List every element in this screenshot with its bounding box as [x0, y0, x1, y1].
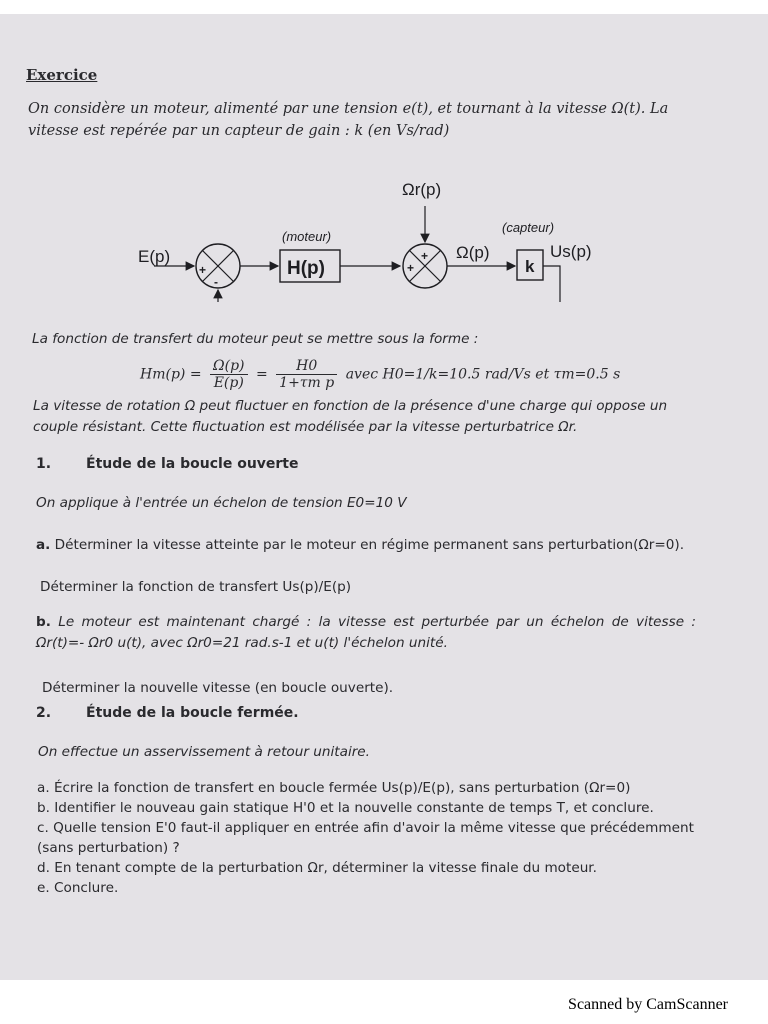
section-2-questions — [37, 778, 717, 898]
question-2b: b. Identifier le nouveau gain statique H'0 et la nouvelle constante de temps T, et conclure. — [37, 800, 654, 816]
output-label: Us(p) — [550, 242, 592, 261]
question-1a-part2: Déterminer la fonction de transfert Us(p)/E(p) — [40, 579, 352, 595]
summing-junction-2 — [403, 244, 447, 288]
motor-caption: (moteur) — [282, 229, 332, 244]
summing-junction-1 — [196, 244, 240, 289]
intro-paragraph: On considère un moteur, alimenté par une tension e(t), et tournant à la vitesse Ω(t). La vitesse est repérée par un capteur de gain : k (en Vs/rad) — [28, 101, 669, 139]
sum2-plus-left: + — [407, 261, 415, 275]
block-diagram — [130, 162, 630, 302]
question-1a-label: a. — [36, 537, 51, 553]
disturbance-label: Ωr(p) — [402, 180, 442, 199]
scanned-page — [0, 14, 768, 980]
sensor-block-label: k — [525, 257, 535, 276]
question-2e: e. Conclure. — [37, 880, 119, 896]
omega-label: Ω(p) — [456, 243, 490, 262]
input-label: E(p) — [138, 247, 171, 266]
tf-frac1-num: Ω(p) — [210, 358, 248, 375]
question-2d: d. En tenant compte de la perturbation Ωr, déterminer la vitesse finale du moteur. — [37, 860, 597, 876]
fluctuation-paragraph: La vitesse de rotation Ω peut fluctuer en fonction de la présence d'une charge qui oppose un couple résistant. Cette fluctuation est modélisée par la vitesse perturbatrice Ωr. — [33, 398, 668, 435]
section-2-heading — [36, 705, 299, 721]
sum2-plus-top: + — [421, 249, 429, 263]
tf-fraction-1 — [210, 358, 248, 391]
question-1b-part2: Déterminer la nouvelle vitesse (en boucle ouverte). — [42, 680, 394, 696]
sensor-caption: (capteur) — [502, 220, 555, 235]
tf-params: avec H0=1/k=10.5 rad/Vs et τm=0.5 s — [345, 366, 621, 383]
section-1-title: Étude de la boucle ouverte — [86, 456, 299, 472]
tf-lhs: Hm(p) = — [140, 366, 202, 383]
tf-fraction-2 — [276, 358, 337, 391]
sum1-minus-sign: - — [214, 275, 218, 289]
section-1-intro: On applique à l'entrée un échelon de tension E0=10 V — [36, 495, 407, 511]
tf-frac2-den: 1+τm p — [279, 375, 335, 391]
question-1a — [36, 535, 696, 556]
question-2c: c. Quelle tension E'0 faut-il appliquer en entrée afin d'avoir la même vitesse que précédemment (sans perturbation) ? — [37, 820, 694, 856]
question-2a: a. Écrire la fonction de transfert en boucle fermée Us(p)/E(p), sans perturbation (Ωr=0) — [37, 780, 631, 796]
motor-block-label: H(p) — [287, 258, 325, 279]
section-2-title: Étude de la boucle fermée. — [86, 705, 299, 721]
tf-frac1-den: E(p) — [213, 375, 244, 391]
question-1b — [36, 612, 696, 654]
feedback-line — [218, 266, 560, 302]
question-1b-label: b. — [36, 614, 51, 630]
section-2-number: 2. — [36, 705, 52, 721]
sum1-plus-sign: + — [199, 263, 207, 277]
scanner-footer: Scanned by CamScanner — [568, 996, 728, 1013]
question-1a-text: Déterminer la vitesse atteinte par le moteur en régime permanent sans perturbation(Ωr=0). — [54, 537, 685, 553]
question-1b-text: Le moteur est maintenant chargé : la vitesse est perturbée par un échelon de vitesse : Ωr(t)=- Ωr0 u(t), avec Ωr0=21 rad.s-1 et u(t) l'échelon unité. — [36, 614, 696, 651]
transfer-function: Hm(p) = $\frac{\Omega(p)}{E(p)}$ = $\frac{H0}{\text{1+τm p}}$ avec H0=1/k=10.5 rad/Vs et τm=0.5 s — [140, 358, 621, 391]
tf-frac2-num: H0 — [276, 358, 337, 375]
section-2-intro: On effectue un asservissement à retour unitaire. — [38, 744, 370, 760]
exercise-title: Exercice — [26, 66, 98, 84]
section-1-heading — [36, 456, 299, 472]
tf-intro: La fonction de transfert du moteur peut se mettre sous la forme : — [32, 331, 479, 347]
section-1-number: 1. — [36, 456, 52, 472]
